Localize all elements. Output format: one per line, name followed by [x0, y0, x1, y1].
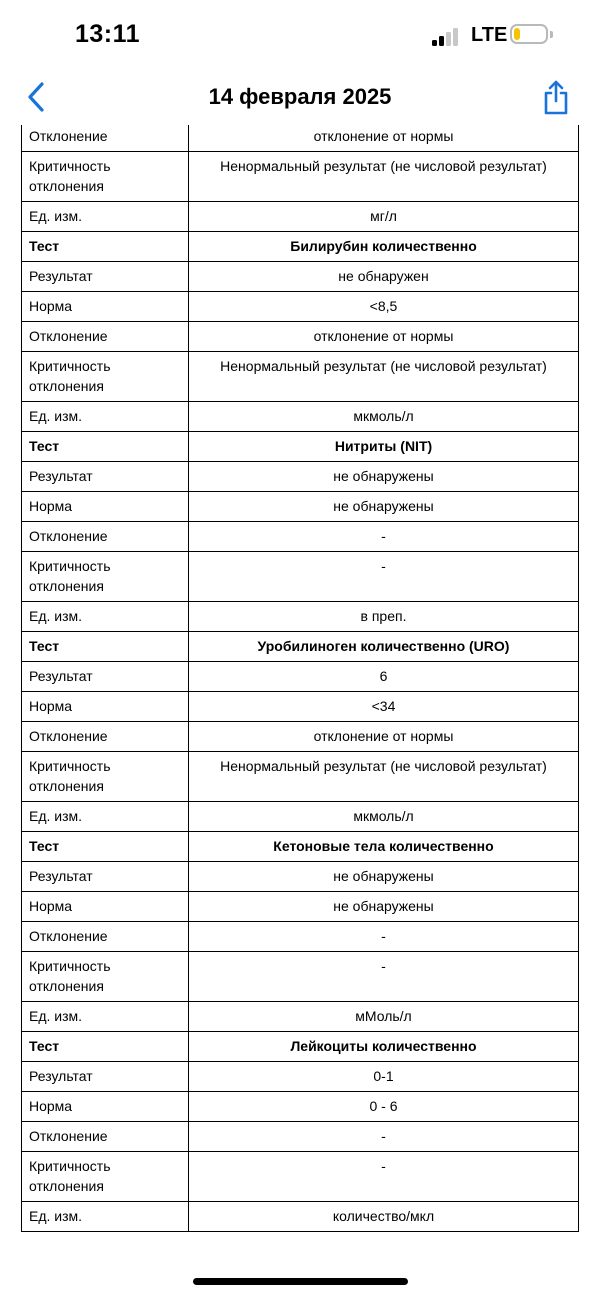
row-value: Уробилиноген количественно (URO) [189, 632, 579, 662]
row-value: не обнаружены [189, 492, 579, 522]
row-label: Отклонение [22, 922, 189, 952]
row-value: отклонение от нормы [189, 722, 579, 752]
page-title: 14 февраля 2025 [208, 84, 392, 109]
row-label: Ед. изм. [22, 202, 189, 232]
row-value: - [189, 952, 579, 1002]
row-label: Ед. изм. [22, 602, 189, 632]
table-row [22, 802, 579, 832]
test-header-row [22, 432, 579, 462]
row-value: <8,5 [189, 292, 579, 322]
row-label: Критичность отклонения [22, 952, 189, 1002]
row-value: - [189, 922, 579, 952]
row-label: Норма [22, 892, 189, 922]
table-row [22, 602, 579, 632]
table-row [22, 1002, 579, 1032]
table-row [22, 952, 579, 1002]
row-value: - [189, 552, 579, 602]
row-label: Критичность отклонения [22, 752, 189, 802]
row-label: Критичность отклонения [22, 352, 189, 402]
table-row [22, 722, 579, 752]
table-row [22, 522, 579, 552]
table-row [22, 1092, 579, 1122]
row-label: Отклонение [22, 322, 189, 352]
test-header-row [22, 632, 579, 662]
table-row [22, 402, 579, 432]
results-table [21, 125, 579, 1232]
table-row [22, 862, 579, 892]
row-label: Тест [22, 1032, 189, 1062]
table-row [22, 322, 579, 352]
row-label: Норма [22, 292, 189, 322]
test-header-row [22, 1032, 579, 1062]
signal-bar [446, 32, 451, 46]
row-value: в преп. [189, 602, 579, 632]
row-value: <34 [189, 692, 579, 722]
row-value: не обнаружен [189, 262, 579, 292]
row-label: Ед. изм. [22, 802, 189, 832]
status-bar [0, 0, 600, 70]
row-value: Ненормальный результат (не числовой результат) [189, 152, 579, 202]
navigation-bar [0, 70, 600, 125]
table-row [22, 352, 579, 402]
row-label: Тест [22, 232, 189, 262]
row-value: не обнаружены [189, 892, 579, 922]
row-label: Отклонение [22, 722, 189, 752]
row-value: мкмоль/л [189, 802, 579, 832]
signal-bar [453, 28, 458, 46]
battery-icon [510, 24, 548, 44]
table-row [22, 662, 579, 692]
row-label: Результат [22, 1062, 189, 1092]
table-row [22, 292, 579, 322]
table-row [22, 202, 579, 232]
table-row [22, 1062, 579, 1092]
results-scroll-area[interactable] [0, 125, 600, 1240]
row-label: Тест [22, 832, 189, 862]
row-label: Тест [22, 632, 189, 662]
row-label: Ед. изм. [22, 402, 189, 432]
test-header-row [22, 832, 579, 862]
row-value: 0-1 [189, 1062, 579, 1092]
row-label: Норма [22, 1092, 189, 1122]
row-value: 0 - 6 [189, 1092, 579, 1122]
table-row [22, 1122, 579, 1152]
row-value: количество/мкл [189, 1202, 579, 1232]
row-label: Отклонение [22, 522, 189, 552]
row-value: Нитриты (NIT) [189, 432, 579, 462]
table-row [22, 152, 579, 202]
row-label: Ед. изм. [22, 1202, 189, 1232]
row-value: Ненормальный результат (не числовой результат) [189, 352, 579, 402]
row-value: отклонение от нормы [189, 322, 579, 352]
row-value: мг/л [189, 202, 579, 232]
row-value: мМоль/л [189, 1002, 579, 1032]
status-time: 13:11 [75, 20, 141, 48]
row-label: Отклонение [22, 125, 189, 152]
table-row [22, 492, 579, 522]
table-row [22, 262, 579, 292]
table-row [22, 922, 579, 952]
table-row [22, 462, 579, 492]
row-value: не обнаружены [189, 862, 579, 892]
row-label: Результат [22, 262, 189, 292]
row-label: Отклонение [22, 1122, 189, 1152]
table-row [22, 692, 579, 722]
table-row [22, 552, 579, 602]
row-value: Ненормальный результат (не числовой результат) [189, 752, 579, 802]
row-label: Критичность отклонения [22, 552, 189, 602]
row-label: Критичность отклонения [22, 152, 189, 202]
table-row [22, 752, 579, 802]
row-label: Тест [22, 432, 189, 462]
signal-bar [432, 40, 437, 46]
cellular-signal-icon [432, 26, 462, 46]
row-label: Результат [22, 862, 189, 892]
row-label: Норма [22, 692, 189, 722]
row-label: Критичность отклонения [22, 1152, 189, 1202]
table-row [22, 1152, 579, 1202]
table-row [22, 1202, 579, 1232]
row-label: Норма [22, 492, 189, 522]
table-row [22, 125, 579, 152]
row-label: Результат [22, 662, 189, 692]
home-indicator[interactable] [193, 1278, 408, 1285]
share-button[interactable] [540, 78, 572, 116]
row-value: - [189, 1152, 579, 1202]
share-icon [540, 78, 572, 116]
row-label: Результат [22, 462, 189, 492]
battery-level-fill [514, 28, 520, 40]
row-label: Ед. изм. [22, 1002, 189, 1032]
row-value: не обнаружены [189, 462, 579, 492]
network-type: LTE [471, 24, 508, 46]
row-value: отклонение от нормы [189, 125, 579, 152]
test-header-row [22, 232, 579, 262]
row-value: Лейкоциты количественно [189, 1032, 579, 1062]
table-row [22, 892, 579, 922]
row-value: - [189, 522, 579, 552]
signal-bar [439, 36, 444, 46]
row-value: Билирубин количественно [189, 232, 579, 262]
row-value: - [189, 1122, 579, 1152]
battery-cap [550, 31, 553, 38]
row-value: мкмоль/л [189, 402, 579, 432]
row-value: 6 [189, 662, 579, 692]
row-value: Кетоновые тела количественно [189, 832, 579, 862]
